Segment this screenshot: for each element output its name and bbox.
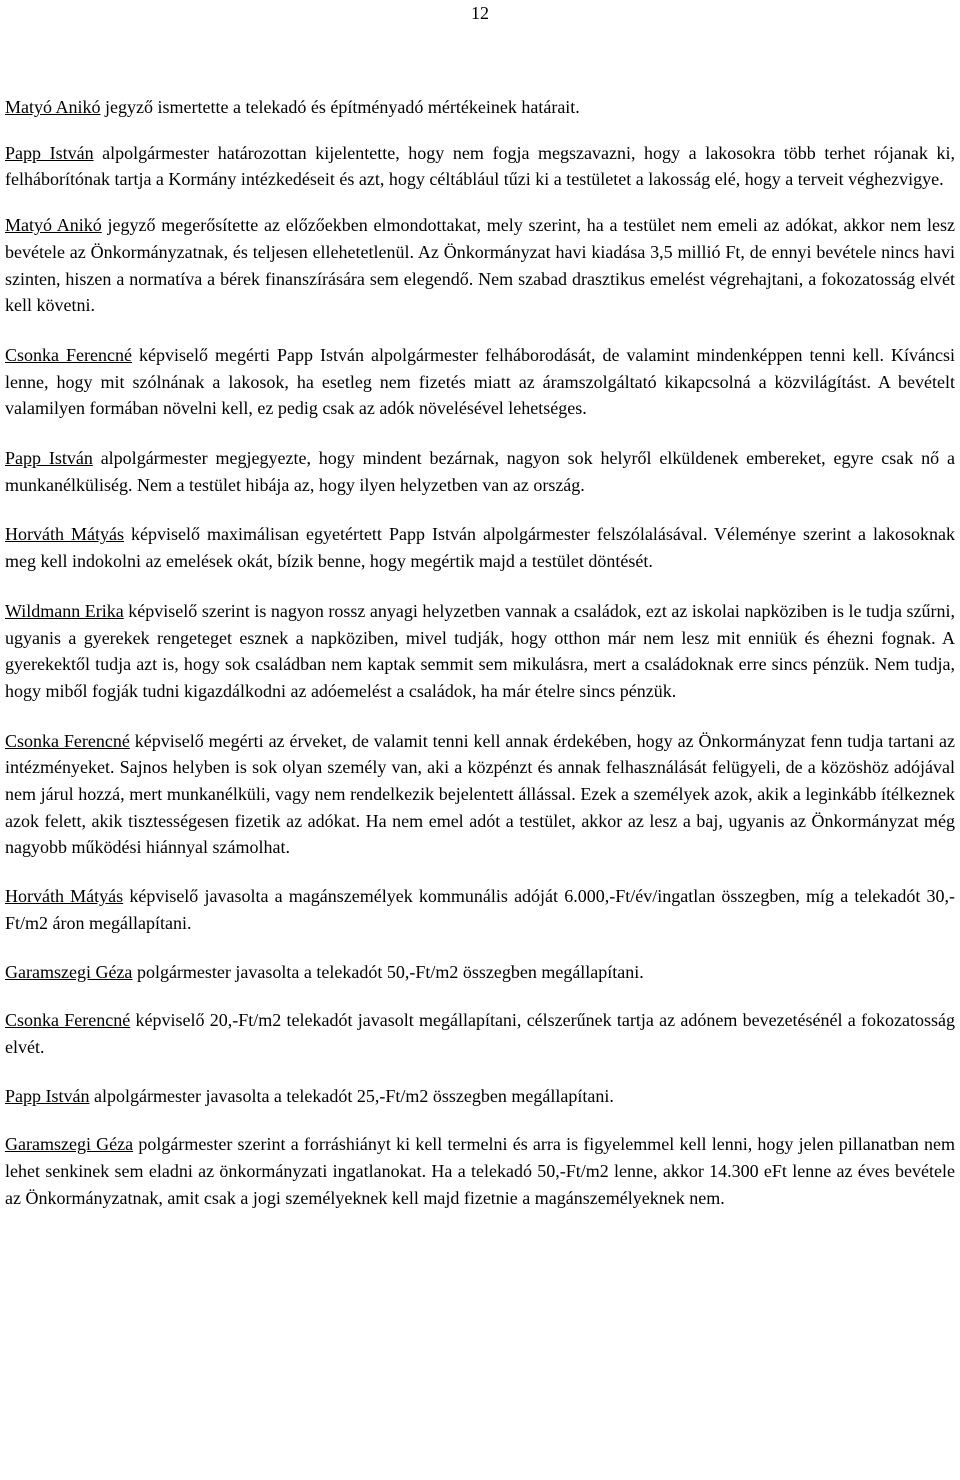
speaker-name: Horváth Mátyás [5, 524, 124, 545]
paragraph-8 [5, 728, 955, 862]
paragraph-6 [5, 521, 955, 574]
paragraph-text: képviselő javasolta a magánszemélyek kommunális adóját 6.000,-Ft/év/ingatlan összegben, míg a telekadót 30,-Ft/m2 áron megállapítani. [5, 886, 955, 933]
speaker-name: Csonka Ferencné [5, 730, 130, 751]
paragraph-text: képviselő 20,-Ft/m2 telekadót javasolt megállapítani, célszerűnek tartja az adónem bevezetésénél a fokozatosság elvét. [5, 1010, 956, 1057]
speaker-name: Matyó Anikó [5, 215, 102, 236]
paragraph-10 [5, 959, 955, 986]
paragraph-text: alpolgármester javasolta a telekadót 25,-Ft/m2 összegben megállapítani. [89, 1085, 614, 1106]
paragraph-7 [5, 598, 955, 705]
speaker-name: Papp István [5, 142, 94, 163]
paragraph-text: polgármester javasolta a telekadót 50,-Ft/m2 összegben megállapítani. [132, 961, 644, 982]
paragraph-1 [5, 94, 955, 121]
document-body [5, 94, 955, 1212]
speaker-name: Garamszegi Géza [5, 1134, 134, 1155]
speaker-name: Csonka Ferencné [5, 344, 132, 365]
paragraph-text: alpolgármester megjegyezte, hogy mindent bezárnak, nagyon sok helyről elküldenek embereket, egyre csak nő a munkanélküliség. Nem a testület hibája az, hogy ilyen helyzetben van az ország. [5, 448, 955, 495]
speaker-name: Csonka Ferencné [5, 1010, 131, 1031]
paragraph-text: polgármester szerint a forráshiányt ki kell termelni és arra is figyelemmel kell lenni, hogy jelen pillanatban nem lehet senkinek sem eladni az önkormányzati ingatlanokat. Ha a telekadó 50,-Ft/m2 lenne, akkor 14.300 eFt lenne az éves bevétele az Önkormányzatnak, amit csak a jogi személyeknek kell majd fizetnie a magánszemélyeknek nem. [5, 1134, 955, 1208]
page-number: 12 [471, 3, 489, 23]
paragraph-12 [5, 1083, 955, 1110]
paragraph-5 [5, 445, 955, 498]
paragraph-text: alpolgármester határozottan kijelentette, hogy nem fogja megszavazni, hogy a lakosokra több terhet rójanak ki, felháborítónak tartja a Kormány intézkedéseit és azt, hogy céltáblául tűzi ki a testületet a lakosság elé, hogy a terveit véghezvigye. [5, 142, 955, 190]
paragraph-11 [5, 1007, 955, 1060]
speaker-name: Wildmann Erika [5, 600, 124, 621]
paragraph-text: jegyző ismertette a telekadó és építményadó mértékeinek határait. [100, 97, 580, 117]
paragraph-13 [5, 1131, 955, 1211]
speaker-name: Papp István [5, 448, 93, 469]
paragraph-4 [5, 342, 955, 422]
paragraph-9 [5, 883, 955, 936]
paragraph-text: képviselő szerint is nagyon rossz anyagi helyzetben vannak a családok, ezt az iskolai napköziben is le tudja szűrni, ugyanis a gyerekek rengeteget esznek a napköziben, mivel tudják, hogy otthon már nem lesz mit enniük és éhezni fognak. A gyerekektől tudja azt is, hogy sok családban nem kaptak semmit sem mikulásra, mert a családoknak erre sincs pénzük. Nem tudja, hogy miből fogják tudni kigazdálkodni az adóemelést a családok, ha már ételre sincs pénzük. [5, 600, 956, 701]
paragraph-3 [5, 212, 955, 319]
speaker-name: Horváth Mátyás [5, 886, 124, 907]
paragraph-text: képviselő megérti Papp István alpolgármester felháborodását, de valamint mindenképpen tenni kell. Kíváncsi lenne, hogy mit szólnának a lakosok, ha esetleg nem fizetés miatt az áramszolgáltató kikapcsolná a közvilágítást. A bevételt valamilyen formában növelni kell, ez pedig csak az adók növelésével lehetséges. [5, 344, 955, 419]
paragraph-2 [5, 140, 955, 193]
speaker-name: Papp István [5, 1085, 90, 1106]
paragraph-text: képviselő megérti az érveket, de valamit tenni kell annak érdekében, hogy az Önkormányzat fenn tudja tartani az intézményeket. Sajnos helyben is sok olyan személy van, aki a közpénzt és annak felhasználását felügyeli, de a közöshöz adójával nem járul hozzá, mert munkanélküli, vagy nem rendelkezik bejelentett állással. Ezek a személyek azok, akik a leginkább ítélkeznek azok felett, akik tisztességesen fizetik az adókat. Ha nem emel adót a testület, akkor az lesz a baj, ugyanis az Önkormányzat még nagyobb működési hiánnyal számolhat. [5, 730, 955, 858]
speaker-name: Matyó Anikó [5, 97, 101, 117]
paragraph-text: jegyző megerősítette az előzőekben elmondottakat, mely szerint, ha a testület nem emeli az adókat, akkor nem lesz bevétele az Önkormányzatnak, és teljesen ellehetetlenül. Az Önkormányzat havi kiadása 3,5 millió Ft, de ennyi bevétele nincs havi szinten, hiszen a normatíva a bérek finanszírására sem elegendő. Nem szabad drasztikus emelést végrehajtani, a fokozatosság elvét kell követni. [5, 215, 955, 316]
paragraph-text: képviselő maximálisan egyetértett Papp István alpolgármester felszólalásával. Véleménye szerint a lakosoknak meg kell indokolni az emelések okát, bízik benne, hogy megértik majd a testület döntését. [5, 524, 955, 572]
speaker-name: Garamszegi Géza [5, 961, 133, 982]
